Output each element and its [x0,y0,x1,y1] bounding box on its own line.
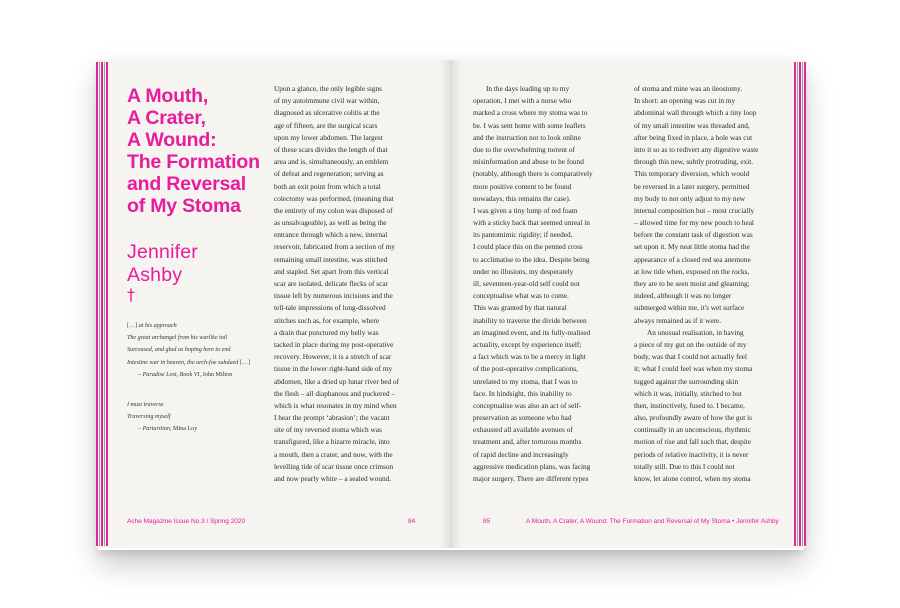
body-text-line: internal composition but – most crucially [634,205,755,215]
body-text-line: the entirety of my colon was disposed of [274,205,393,215]
body-text-line: a mouth, then a crater, and now, with the [274,449,393,459]
body-text-line: diagnosed as ulcerative colitis at the [274,108,380,118]
body-text-line: it; what I could feel was when my stoma [634,364,753,374]
body-text-line: face. In hindsight, this inability to [473,388,572,398]
body-text-line: the flesh – all diaphanous and puckered – [274,388,395,398]
left-page-edge-stripe [96,62,98,546]
body-text-line: tissue left by numerous incisions and the [274,291,393,301]
epigraph-text: – [138,426,143,433]
body-text-line: totally still. Due to this I could not [634,461,735,471]
body-text-line: marked a cross where my stoma was to [473,108,588,118]
epigraph-text: […] [127,323,139,329]
epigraph-text: Paradise Lost, Book VI, [142,371,201,378]
body-text-line: know, let alone control, when my stoma [634,474,751,483]
body-text-line: aggressive medication plans, was facing [473,461,591,471]
body-text-line: major surgery. There are different types [473,474,589,483]
body-text-line: unrelated to my stoma, that I was to [473,376,578,386]
article-title [127,85,267,217]
body-text-line: I hear the prompt ‘abrasion’; the vacant [274,413,390,423]
body-text-line: abdominal wall through which a tiny loop [634,108,757,118]
body-text-line: after being fixed in place, a hole was cut [634,132,753,142]
body-text-line: conceptualise what was to come. [473,291,569,301]
body-text-line: body, was that I could not actually feel [634,352,747,362]
body-text-line: due to the overwhelming torrent of [473,144,575,154]
body-text-line: an imagined event, and its fully-realised [473,327,591,337]
body-text-line: of the post-operative complications, [473,364,578,374]
body-text-line: which is what resonates in my mind when [274,400,397,410]
left-page-edge-stripe [99,62,100,546]
body-text-line: continually in an unconscious, rhythmic [634,425,751,435]
body-text-line: nowadays, this remains the case). [473,193,571,203]
body-text-line: under no illusions, my desperately [473,266,574,276]
body-text-line: of defeat and regeneration; serving as [274,169,384,179]
body-text-line: levelling tide of scar tissue once crimson [274,461,394,471]
epigraph-attribution [127,423,267,435]
epigraph-text: at his approach [138,323,177,329]
author-line: Ashby [127,264,183,286]
body-text-line: scar are isolated, delicate flecks of scar [274,279,389,288]
body-text-line: treatment and, after torturous months [473,437,582,447]
body-text-line: inability to traverse the divide between [473,315,587,325]
body-text-line: Upon a glance, the only legible signs [274,84,383,93]
body-text-line: motion of rise and fall such that, despite [634,437,752,447]
body-text-line: In short: an opening was cut in my [634,96,736,106]
body-text-line: before the constant task of digestion was [634,230,753,240]
dagger-ornament: † [127,285,135,304]
epigraph-loy [127,399,267,436]
body-text-line: actuality, except by experience itself; [473,339,582,349]
title-line: and Reversal [127,173,246,195]
body-text-line: be. I was sent home with some leaflets [473,120,586,130]
body-text-line: my body to not only adjust to my new [634,193,746,203]
body-text-line: at low tide when, exposed on the rocks, [634,266,750,276]
body-text-line: also, profoundly aware of how the gut is [634,413,752,423]
body-text-line: and stapled. Set apart from this vertical [274,266,389,276]
body-text-line: This temporary diversion, which would [634,169,750,179]
body-text-line: colectomy was performed, (meaning that [274,193,394,203]
body-text-line: (notably, although there is comparatively [473,169,593,179]
body-text-line: abdomen, like a dried up lunar river bed of [274,376,400,386]
epigraph-line: Surceased, and glad as hoping here to end [127,347,231,354]
body-text-line: age of fifteen, are the surgical scars [274,120,378,130]
body-text-line: always remained as if it were. [634,315,722,325]
right-page-edge-stripe [804,62,806,546]
body-text-line: upon my lower abdomen. The largest [274,132,383,142]
title-line: The Formation [127,151,260,173]
left-page-edge-stripe [104,62,105,546]
body-text-line: recovery. However, it is a stretch of scar [274,352,392,362]
left-body-column [274,83,444,485]
body-text-line: remaining small intestine, was stitched [274,254,388,264]
body-text-line: both an exit point from which a total [274,181,381,191]
body-text-line: be reversed in a later surgery, permitted [634,181,750,191]
body-text-line: periods of relative inactivity, it is never [634,449,749,459]
title-line: A Mouth, [127,85,209,107]
epigraph-text: Intestine war in heaven, the arch-foe subdued [127,359,239,366]
body-text-line: and the instruction not to look online [473,132,581,142]
body-text-line: conceptualise was also an act of self- [473,400,582,410]
epigraph-line: The great archangel from his warlike toil [127,335,228,342]
body-text-line: area and is, simultaneously, an emblem [274,157,389,167]
right-body-column-1 [473,83,643,485]
title-line: of My Stoma [127,195,241,217]
epigraph-line: I must traverse [127,402,164,408]
right-body-column-2 [634,83,804,485]
body-text-line: ill, seventeen-year-old self could not [473,279,580,288]
body-text-line: site of my reversed stoma which was [274,425,382,435]
author-line: Jennifer [127,241,198,263]
body-text-line: a drain that punctured my belly was [274,327,379,337]
body-text-line: they are to be seen moist and gleaming; [634,279,750,288]
body-text-line: of these scars divides the length of that [274,144,388,154]
epigraph-line [127,320,267,332]
body-text-line: of my small intestine was threaded and, [634,120,750,130]
body-text-line: a fact which was to be a mercy in light [473,352,586,362]
epigraph-attribution [127,369,267,381]
page-number-left: 84 [408,518,416,525]
footer-publication: Ache Magazine Issue No.3 / Spring 2020 [127,518,246,525]
body-text-line: which it was, initially, stitched to but [634,388,742,398]
body-text-line: I could place this on the penned cross [473,242,583,252]
body-text-line: and now pearly white – a sealed wound. [274,474,392,483]
body-text-line: I was given a tiny lump of red foam [473,205,578,215]
body-text-line: of my autoimmune civil war within, [274,96,380,106]
epigraph-text: – [138,371,143,378]
body-text-line: misinformation and abuse to be found [473,157,584,167]
body-text-line: An unusual realisation, in having [647,327,744,337]
body-text-line: transfigured, like a bizarre miracle, into [274,437,390,447]
running-head: A Mouth, A Crater, A Wound: The Formation and Reversal of My Stoma • Jennifer Ashby [526,518,779,525]
left-page-edge-stripe [101,62,103,546]
body-text-line: indeed, although it was no longer [634,291,732,301]
body-text-line: with a sticky back that seemed unreal in [473,218,590,228]
body-text-line: exhausted all available avenues of [473,425,573,435]
page-number-right: 85 [483,518,491,525]
body-text-line: reservoir, fabricated from a section of my [274,242,396,252]
body-text-line: preservation as someone who had [473,413,572,423]
epigraph-line: Traversing myself [127,414,171,421]
body-text-line: operation, I met with a nurse who [473,96,572,106]
body-text-line: tugged against the surrounding skin [634,376,739,386]
body-text-line: – allowed time for my new pouch to heal [634,218,754,228]
article-author [127,241,267,287]
title-line: A Wound: [127,129,217,151]
epigraph-text: John Milton [200,371,233,378]
left-page-edge-stripe [106,62,108,546]
body-text-line: tissue in the lower right-hand side of my [274,364,393,374]
body-text-line: to acclimatise to the idea. Despite being [473,254,590,264]
body-text-line: a piece of my gut on the outside of my [634,339,747,349]
epigraph-text: Parturition, [142,426,172,433]
epigraph-text: Mina Loy [171,426,198,433]
epigraph-text: […] [238,359,250,366]
body-text-line: tacked in place during my post-operative [274,339,394,349]
body-text-line: tell-tale impressions of long-dissolved [274,303,386,313]
body-text-line: appearance of a closed red sea anemone [634,254,751,264]
body-text-line: as unsalvageable), as well as being the [274,218,387,228]
body-text-line: of rapid decline and increasingly [473,449,569,459]
epigraph-line [127,357,267,369]
body-text-line: This was granted by that natural [473,303,567,313]
body-text-line: In the days leading up to my [486,84,570,93]
body-text-line: entrance through which a new, internal [274,230,388,240]
body-text-line: then, instinctively, fused to. I became, [634,400,745,410]
body-text-line: set upon it. My neat little stoma had the [634,242,750,252]
body-text-line: more positive content to be found [473,181,572,191]
body-text-line: into it so as to redivert any digestive waste [634,144,759,154]
body-text-line: of stoma and mine was an ileostomy. [634,84,742,93]
body-text-line: stitches such as, for example, where [274,315,380,325]
epigraph-milton [127,320,267,381]
title-line: A Crater, [127,107,206,129]
body-text-line: its pantomimic rigidity; if needed, [473,230,573,240]
body-text-line: through this new, subtly protruding, exit. [634,157,754,167]
body-text-line: submerged within me, it's wet surface [634,303,745,313]
